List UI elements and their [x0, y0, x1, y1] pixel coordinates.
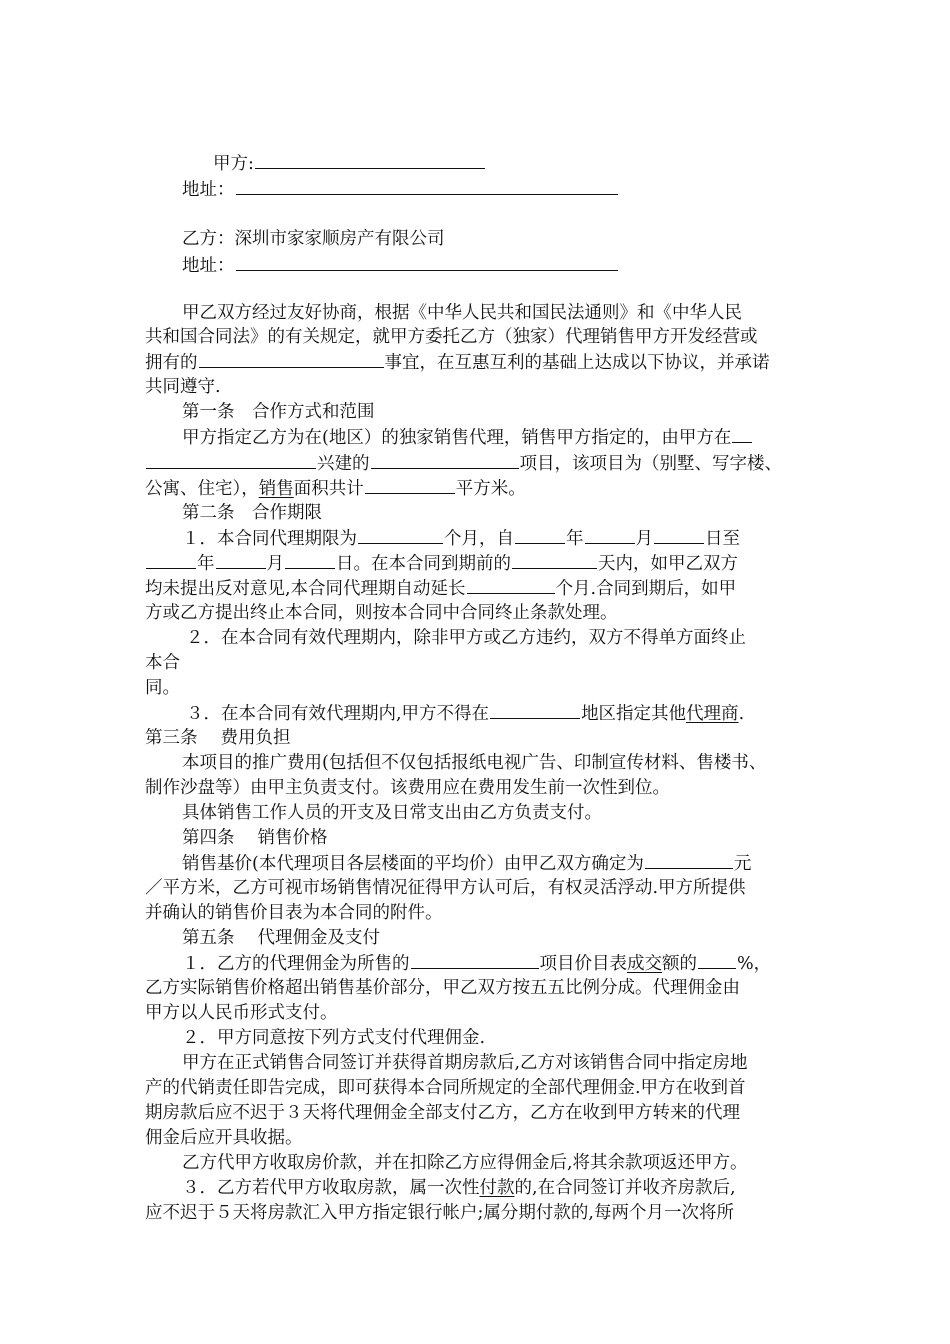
underlined-term: 付款: [479, 1178, 515, 1198]
article-text: .: [738, 704, 745, 724]
article-text: 项目，该项目为（别墅、写字楼、: [519, 454, 782, 474]
article-4-line-2: ／平方米，乙方可视市场销售情况征得甲方认可后，有权灵活浮动.甲方所提供: [145, 878, 746, 898]
blank: [146, 450, 316, 469]
article-2-line-2: [145, 550, 815, 576]
party-b-name: 深圳市家家顺房产有限公司: [234, 229, 445, 249]
article-text: ３．在本合同有效代理期内,甲方不得在: [186, 704, 490, 724]
article-2-p3: [186, 700, 856, 726]
blank: [146, 550, 196, 569]
article-3-line-2: 制作沙盘等）由甲主负责支付。该费用应在费用发生前一次性到位。: [145, 778, 670, 798]
article-text: 额的: [662, 954, 697, 974]
underlined-term: 成交: [627, 954, 662, 974]
blank: [515, 525, 565, 544]
article-text: １．乙方的代理佣金为所售的: [182, 954, 410, 974]
blank: [512, 550, 597, 569]
article-text: 项目价目表: [539, 954, 627, 974]
party-b-label: 乙方：: [182, 229, 235, 249]
article-text: 个月.合同到期后，如甲: [555, 579, 737, 599]
underlined-term: 销售: [258, 479, 294, 499]
address-b-blank: [236, 252, 618, 271]
article-5-p5-line-2: 应不迟于５天将房款汇入甲方指定银行帐户;属分期付款的,每两个月一次将所: [145, 1203, 734, 1223]
article-2-title: 第二条 合作期限: [182, 503, 322, 523]
article-text: 年: [197, 554, 215, 574]
blank: [358, 525, 443, 544]
intro-text: 事宜，在互惠互利的基础上达成以下协议，并承诺: [384, 353, 770, 373]
article-1-line-3: [145, 475, 815, 501]
article-3-line-1: 本项目的推广费用(包括但不仅包括报纸电视广告、印制宣传材料、售楼书、: [182, 753, 767, 773]
article-text: 元: [733, 854, 752, 874]
intro-line-1: 甲乙双方经过友好协商，根据《中华人民共和国民法通则》和《中华人民: [182, 303, 742, 323]
underlined-term: 代理商: [686, 704, 739, 724]
article-2-p2-line-2: 本合: [145, 653, 180, 673]
blank: [285, 550, 335, 569]
article-text: 的,在合同签订并收齐房款后,: [514, 1178, 736, 1198]
address-a-label: 地址：: [182, 180, 235, 200]
article-4-line-3: 并确认的销售价目表为本合同的附件。: [145, 903, 443, 923]
address-a-blank: [236, 176, 618, 195]
intro-line-3: [145, 349, 815, 375]
blank: [645, 850, 733, 869]
intro-line-2: 共和国合同法》的有关规定，就甲方委托乙方（独家）代理销售甲方开发经营或: [145, 327, 758, 347]
article-1-line-2: [145, 450, 815, 476]
article-3-title: 第三条 费用负担: [145, 728, 291, 748]
address-b-label: 地址：: [182, 256, 235, 276]
article-text: 年: [566, 529, 584, 549]
article-4-title: 第四条 销售价格: [182, 828, 328, 848]
article-1-title: 第一条 合作方式和范围: [182, 402, 375, 422]
article-5-title: 第五条 代理佣金及支付: [182, 928, 381, 948]
article-text: %，: [737, 954, 772, 974]
intro-line-4: 共同遵守.: [145, 377, 221, 397]
article-1-line-1: [182, 424, 852, 450]
article-text: 面积共计: [293, 479, 364, 499]
blank: [490, 700, 580, 719]
blank: [698, 950, 736, 969]
article-3-line-3: 具体销售工作人员的开支及日常支出由乙方负责支付。: [182, 803, 602, 823]
article-5-p3-line-4: 佣金后应开具收据。: [145, 1128, 303, 1148]
article-text: １．本合同代理期限为: [182, 529, 357, 549]
article-5-p3-line-1: 甲方在正式销售合同签订并获得首期房款后,乙方对该销售合同中指定房地: [182, 1053, 748, 1073]
party-a-line: [213, 150, 883, 176]
intro-text: 拥有的: [145, 353, 198, 373]
article-text: 日至: [705, 529, 740, 549]
article-text: 兴建的: [317, 454, 370, 474]
article-text: 平方米。: [455, 479, 526, 499]
article-5-line-3: 甲方以人民币形式支付。: [145, 1003, 338, 1023]
party-b-line: [182, 226, 852, 252]
blank: [216, 550, 266, 569]
blank: [365, 475, 455, 494]
article-4-line-1: [182, 850, 852, 876]
article-text: 地区指定其他: [581, 704, 687, 724]
article-2-line-1: [182, 525, 852, 551]
article-text: 个月，自: [444, 529, 514, 549]
address-b-line: [182, 252, 852, 278]
article-5-p2: ２．甲方同意按下列方式支付代理佣金.: [182, 1028, 486, 1048]
article-5-p3-line-2: 产的代销责任即告完成，即可获得本合同所规定的全部代理佣金.甲方在收到首: [145, 1078, 746, 1098]
article-5-line-2: 乙方实际销售价格超出销售基价部分，甲乙双方按五五比例分成。代理佣金由: [145, 978, 740, 998]
blank: [371, 450, 519, 469]
blank: [585, 525, 635, 544]
matter-blank: [199, 349, 384, 368]
article-text: ３．乙方若代甲方收取房款，属一次性: [182, 1178, 480, 1198]
article-5-line-1: [182, 950, 852, 976]
article-text: 月: [266, 554, 284, 574]
party-a-blank: [255, 150, 485, 169]
party-a-label: 甲方:: [213, 154, 254, 174]
article-5-p4: 乙方代甲方收取房价款，并在扣除乙方应得佣金后,将其余款项返还甲方。: [182, 1153, 748, 1173]
article-5-p5-line-1: [182, 1175, 852, 1201]
article-5-p3-line-3: 期房款后应不迟于３天将代理佣金全部支付乙方，乙方在收到甲方转来的代理: [145, 1103, 740, 1123]
article-text: 天内，如甲乙双方: [598, 554, 738, 574]
blank: [654, 525, 704, 544]
article-2-line-4: 方或乙方提出终止本合同，则按本合同中合同终止条款处理。: [145, 603, 618, 623]
article-text: 甲方指定乙方为在(地区）的独家销售代理，销售甲方指定的，由甲方在: [182, 428, 732, 448]
article-2-line-3: [145, 575, 815, 601]
article-text: 销售基价(本代理项目各层楼面的平均价）由甲乙双方确定为: [182, 854, 644, 874]
article-2-p2-line-3: 同。: [145, 678, 180, 698]
article-text: 日。在本合同到期前的: [336, 554, 511, 574]
blank: [411, 950, 539, 969]
article-text: 月: [635, 529, 653, 549]
blank: [467, 575, 555, 594]
address-a-line: [182, 176, 852, 202]
article-text: 均未提出反对意见,本合同代理期自动延长: [145, 579, 466, 599]
article-text: 公寓、住宅），: [145, 479, 259, 499]
article-2-p2-line-1: ２．在本合同有效代理期内，除非甲方或乙方违约，双方不得单方面终止: [186, 628, 746, 648]
blank: [732, 424, 752, 443]
